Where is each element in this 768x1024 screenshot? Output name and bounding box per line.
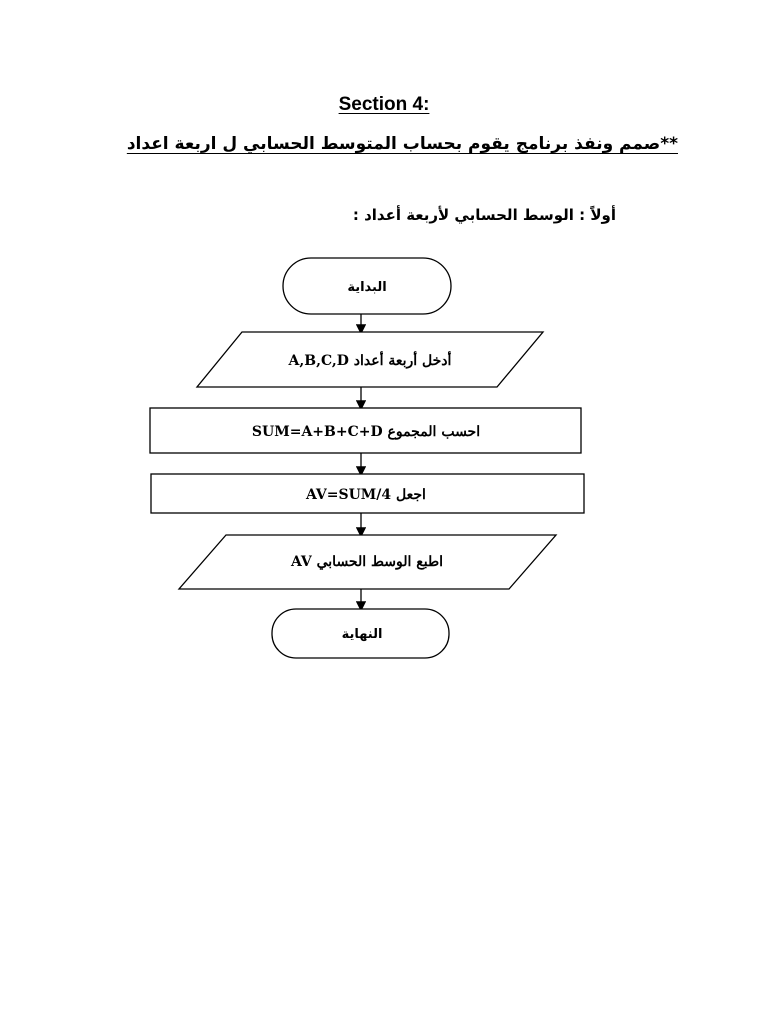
task-statement: **صمم ونفذ برنامج يقوم بحساب المتوسط الحسابي ل اربعة اعداد [126,134,678,154]
end-label: النهاية [341,627,383,642]
average-label: اجعل AV=SUM/4 [306,487,426,503]
sum-label: احسب المجموع SUM=A+B+C+D [251,424,481,440]
section-title: Section 4: [338,94,430,115]
start-label: البداية [347,280,387,295]
flowchart-heading: أولاً : الوسط الحسابي لأربعة أعداد : [352,206,616,224]
input-label: أدخل أربعة أعداد A,B,C,D [288,353,452,369]
output-label: اطبع الوسط الحسابي AV [291,554,443,570]
